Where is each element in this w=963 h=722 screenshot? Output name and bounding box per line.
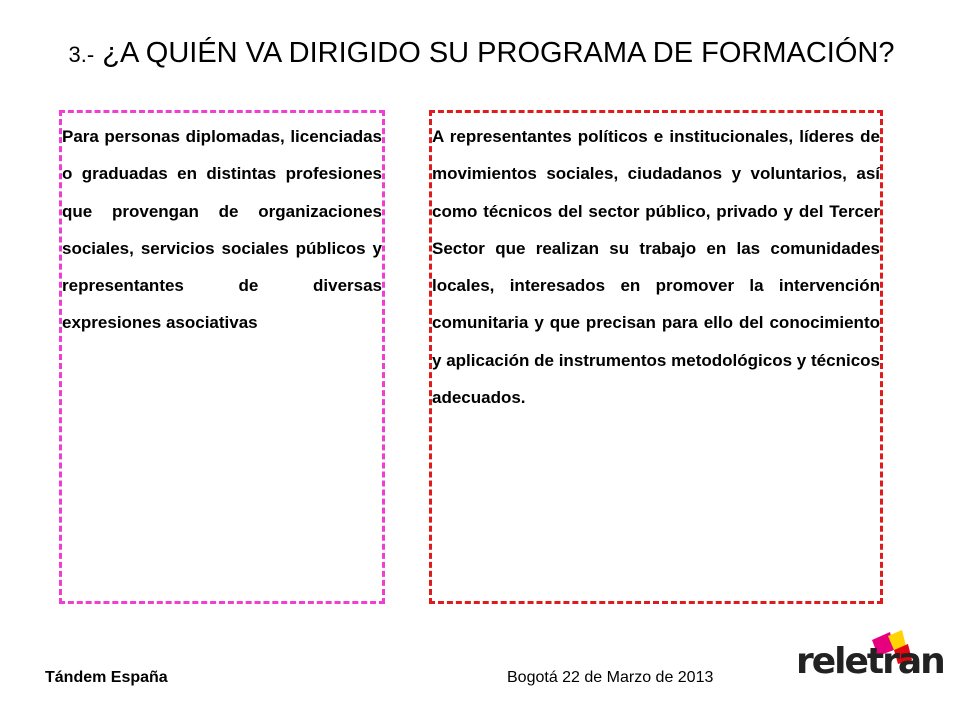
slide-title-number: 3.- bbox=[68, 42, 95, 68]
left-box-text: Para personas diplomadas, licenciadas o graduadas en distintas profesiones que provengan de organizaciones sociales, servicios sociales públicos y representantes de diversas expresiones asociativas bbox=[62, 127, 382, 333]
right-box-text: A representantes políticos e institucionales, líderes de movimientos sociales, ciudadanos y voluntarios, así como técnicos del sector público, privado y del Tercer Sector que realizan su trabajo en las comunidades locales, interesados en promover la intervención comunitaria y que precisan para ello del conocimiento y aplicación de instrumentos metodológicos y técnicos adecuados. bbox=[432, 127, 880, 408]
footer-date: Bogotá 22 de Marzo de 2013 bbox=[507, 669, 714, 686]
slide-title bbox=[60, 35, 903, 73]
reletran-logo bbox=[790, 628, 944, 688]
reletran-wordmark: reletran bbox=[796, 641, 944, 682]
footer-organization: Tándem España bbox=[45, 669, 168, 686]
slide-title-text: ¿A QUIÉN VA DIRIGIDO SU PROGRAMA DE FORMACIÓN? bbox=[102, 37, 895, 70]
